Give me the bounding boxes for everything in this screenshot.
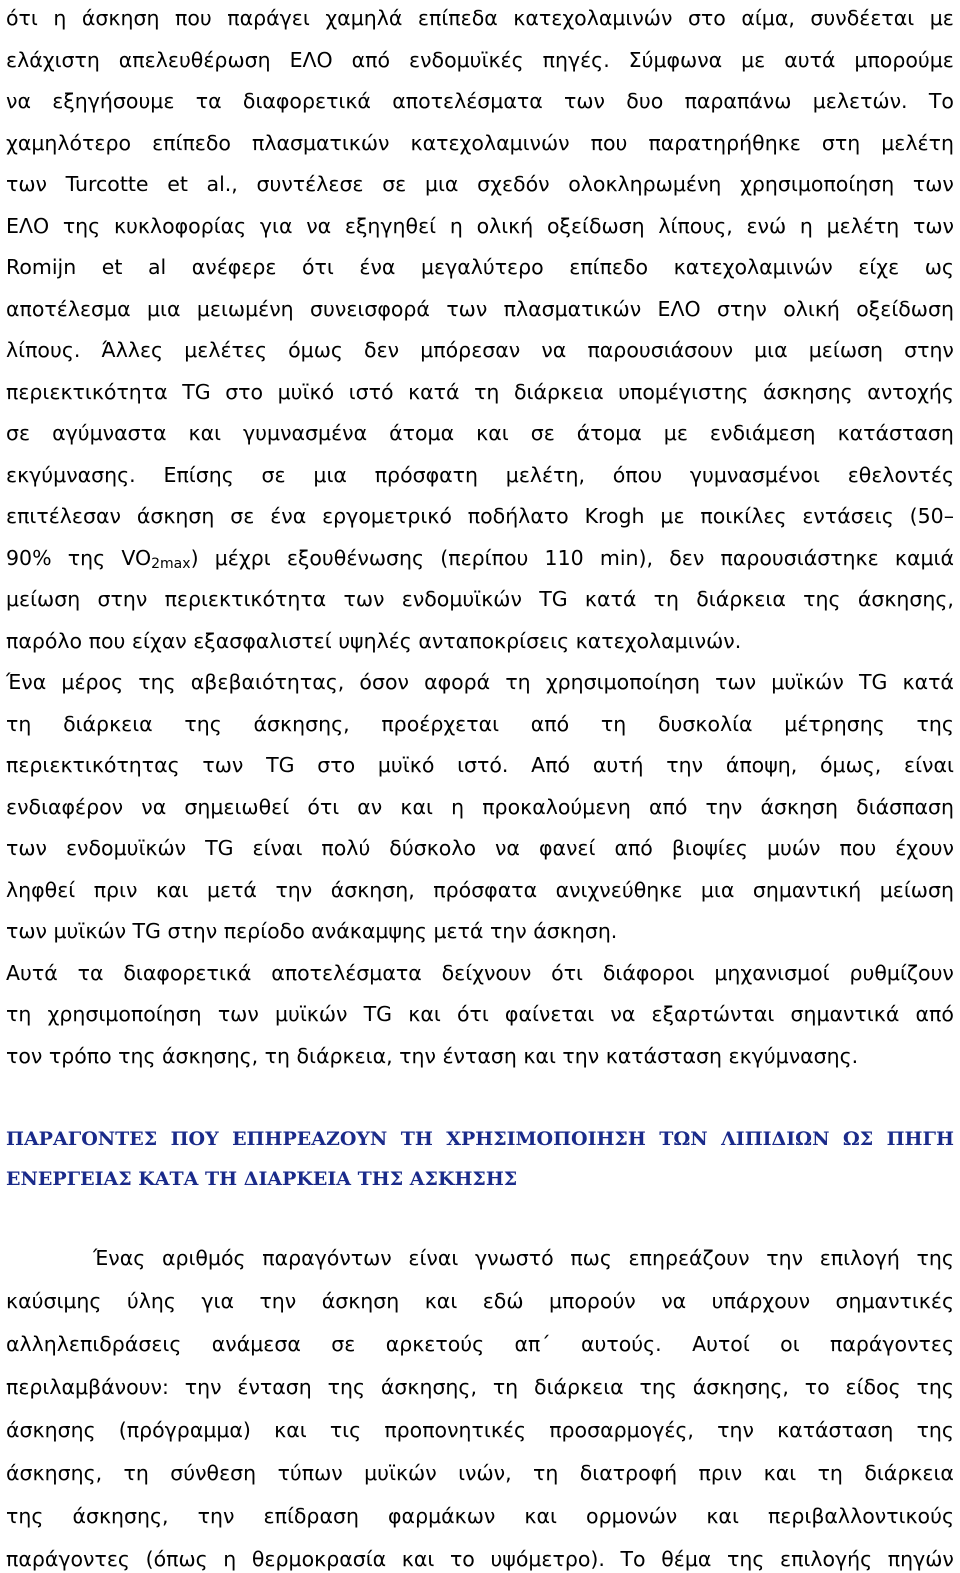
text-line: τη χρησιμοποίηση των μυϊκών TG και ότι φαίνεται να εξαρτώνται σημαντικά από: [6, 1002, 954, 1026]
text-line: της άσκησης, την επίδραση φαρμάκων και ορμονών και περιβαλλοντικούς: [6, 1504, 954, 1528]
text-line: Ένας αριθμός παραγόντων είναι γνωστό πως επηρεάζουν την επιλογή της: [93, 1246, 954, 1270]
text-line: μείωση στην περιεκτικότητα των ενδομυϊκών TG κατά τη διάρκεια της άσκησης,: [6, 587, 954, 611]
text-line-vo2max: 90% της $VO_{2max}$) μέχρι εξουθένωσης (περίπου 110 min), δεν παρουσιάστηκε καμιά: [6, 545, 954, 572]
text-line: λίπους. Άλλες μελέτες όμως δεν μπόρεσαν να παρουσιάσουν μια μείωση στην: [6, 338, 954, 362]
vo2max-term: $VO_{2max}$): [121, 545, 199, 572]
text-line: παρόλο που είχαν εξασφαλιστεί υψηλές ανταποκρίσεις κατεχολαμινών.: [6, 628, 742, 653]
text-line: των ενδομυϊκών TG είναι πολύ δύσκολο να φανεί από βιοψίες μυών που έχουν: [6, 836, 954, 860]
text-line: τον τρόπο της άσκησης, τη διάρκεια, την ένταση και την κατάσταση εκγύμνασης.: [6, 1043, 859, 1068]
section-heading-line-2: ΕΝΕΡΓΕΙΑΣ ΚΑΤΑ ΤΗ ΔΙΑΡΚΕΙΑ ΤΗΣ ΑΣΚΗΣΗΣ: [6, 1168, 518, 1190]
section-heading-line-1: ΠΑΡΑΓΟΝΤΕΣ ΠΟΥ ΕΠΗΡΕΑΖΟΥΝ ΤΗ ΧΡΗΣΙΜΟΠΟΙΗΣΗ ΤΩΝ ΛΙΠΙΔΙΩΝ ΩΣ ΠΗΓΗ: [6, 1128, 954, 1150]
text-line: άσκησης (πρόγραμμα) και τις προπονητικές προσαρμογές, την κατάσταση της: [6, 1418, 954, 1442]
text-line: χαμηλότερο επίπεδο πλασματικών κατεχολαμινών που παρατηρήθηκε στη μελέτη: [6, 130, 954, 155]
text-line: εκγύμνασης. Επίσης σε μια πρόσφατη μελέτη, όπου γυμνασμένοι εθελοντές: [6, 462, 954, 487]
text-line: ΕΛΟ της κυκλοφορίας για να εξηγηθεί η ολική οξείδωση λίπους, ενώ η μελέτη των: [6, 213, 954, 238]
text-line: επιτέλεσαν άσκηση σε ένα εργομετρικό ποδήλατο Krogh με ποικίλες εντάσεις (50–: [6, 504, 954, 528]
text-line: Ένα μέρος της αβεβαιότητας, όσον αφορά τη χρησιμοποίηση των μυϊκών TG κατά: [6, 670, 954, 694]
text-line: περιλαμβάνουν: την ένταση της άσκησης, τη διάρκεια της άσκησης, το είδος της: [6, 1375, 954, 1399]
text-line: ληφθεί πριν και μετά την άσκηση, πρόσφατα ανιχνεύθηκε μια σημαντική μείωση: [6, 877, 954, 902]
text-line: αποτέλεσμα μια μειωμένη συνεισφορά των πλασματικών ΕΛΟ στην ολική οξείδωση: [6, 296, 954, 321]
text-line: καύσιμης ύλης για την άσκηση και εδώ μπορούν να υπάρχουν σημαντικές: [6, 1289, 954, 1313]
text-line: να εξηγήσουμε τα διαφορετικά αποτελέσματα των δυο παραπάνω μελετών. Το: [6, 89, 954, 113]
text-line: παράγοντες (όπως η θερμοκρασία και το υψόμετρο). Το θέμα της επιλογής πηγών: [6, 1547, 954, 1571]
text-line: ενδιαφέρον να σημειωθεί ότι αν και η προκαλούμενη από την άσκηση διάσπαση: [6, 794, 954, 819]
text-line: σε αγύμναστα και γυμνασμένα άτομα και σε άτομα με ενδιάμεση κατάσταση: [6, 421, 954, 445]
text-line: Romijn et al ανέφερε ότι ένα μεγαλύτερο επίπεδο κατεχολαμινών είχε ως: [6, 255, 954, 279]
text-line: ελάχιστη απελευθέρωση ΕΛΟ από ενδομυϊκές πηγές. Σύμφωνα με αυτά μπορούμε: [6, 47, 954, 72]
text-line: αλληλεπιδράσεις ανάμεσα σε αρκετούς απ΄ αυτούς. Αυτοί οι παράγοντες: [6, 1332, 954, 1356]
text-line: περιεκτικότητας των TG στο μυϊκό ιστό. Από αυτή την άποψη, όμως, είναι: [6, 753, 954, 777]
text-line: των Turcotte et al., συντέλεσε σε μια σχεδόν ολοκληρωμένη χρησιμοποίηση των: [6, 172, 954, 196]
text-line: Αυτά τα διαφορετικά αποτελέσματα δείχνουν ότι διάφοροι μηχανισμοί ρυθμίζουν: [6, 960, 954, 985]
text-line: ότι η άσκηση που παράγει χαμηλά επίπεδα κατεχολαμινών στο αίμα, συνδέεται με: [6, 6, 954, 30]
text-line: άσκησης, τη σύνθεση τύπων μυϊκών ινών, τη διατροφή πριν και τη διάρκεια: [6, 1461, 954, 1485]
text-line: των μυϊκών TG στην περίοδο ανάκαμψης μετά την άσκηση.: [6, 919, 618, 943]
text-line: περιεκτικότητα TG στο μυϊκό ιστό κατά τη διάρκεια υπομέγιστης άσκησης αντοχής: [6, 379, 954, 404]
text-line: τη διάρκεια της άσκησης, προέρχεται από τη δυσκολία μέτρησης της: [6, 711, 954, 736]
